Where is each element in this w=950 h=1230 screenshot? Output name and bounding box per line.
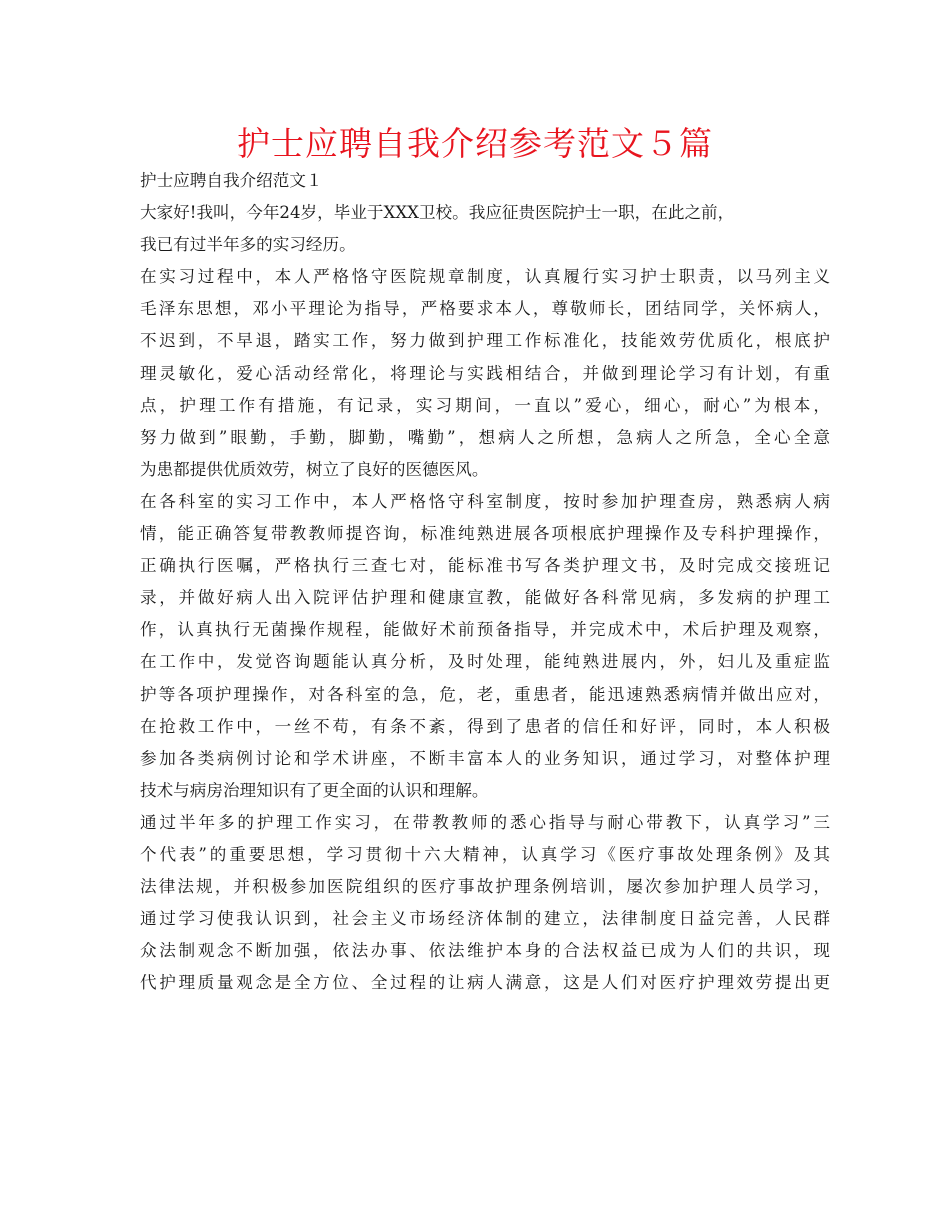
text-line: 在工作中，发觉咨询题能认真分析，及时处理，能纯熟进展内，外，妇儿及重症监 <box>140 652 830 672</box>
text-line: 参加各类病例讨论和学术讲座，不断丰富本人的业务知识，通过学习，对整体护理 <box>140 748 830 768</box>
text-line: 众法制观念不断加强，依法办事、依法维护本身的合法权益已成为人们的共识，现 <box>140 941 830 961</box>
text-line: 法律法规，并积极参加医院组织的医疗事故护理条例培训，屡次参加护理人员学习， <box>140 877 830 897</box>
text-line: 护士应聘自我介绍范文１ <box>140 171 323 190</box>
text-line: 努力做到”眼勤，手勤，脚勤，嘴勤”，想病人之所想，急病人之所急，全心全意 <box>140 427 830 447</box>
text-line: 为患都提供优质效劳，树立了良好的医德医风。 <box>140 459 489 479</box>
text-line: 在抢救工作中，一丝不苟，有条不紊，得到了患者的信任和好评，同时，本人积极 <box>140 716 830 736</box>
document-title: 护士应聘自我介绍参考范文５篇 <box>237 124 713 163</box>
text-line: 正确执行医嘱，严格执行三查七对，能标准书写各类护理文书，及时完成交接班记 <box>140 556 830 576</box>
text-line: 毛泽东思想，邓小平理论为指导，严格要求本人，尊敬师长，团结同学，关怀病人， <box>140 299 830 319</box>
text-line: 我已有过半年多的实习经历。 <box>140 235 356 255</box>
text-line: 作，认真执行无菌操作规程，能做好术前预备指导，并完成术中，术后护理及观察， <box>140 620 830 640</box>
text-line: 个代表”的重要思想，学习贯彻十六大精神，认真学习《医疗事故处理条例》及其 <box>140 844 830 864</box>
document-body <box>140 165 830 999</box>
text-line: 通过学习使我认识到，社会主义市场经济体制的建立，法律制度日益完善，人民群 <box>140 909 830 929</box>
text-line: 护等各项护理操作，对各科室的急，危，老，重患者，能迅速熟悉病情并做出应对， <box>140 684 830 704</box>
text-line: 录，并做好病人出入院评估护理和健康宣教，能做好各科常见病，多发病的护理工 <box>140 588 830 608</box>
text-line: 不迟到，不早退，踏实工作，努力做到护理工作标准化，技能效劳优质化，根底护 <box>140 331 830 351</box>
text-line: 理灵敏化，爱心活动经常化，将理论与实践相结合，并做到理论学习有计划，有重 <box>140 363 830 383</box>
text-line: 在实习过程中，本人严格恪守医院规章制度，认真履行实习护士职责，以马列主义 <box>140 267 830 287</box>
text-line: 代护理质量观念是全方位、全过程的让病人满意，这是人们对医疗护理效劳提出更 <box>140 973 830 993</box>
text-line: 技术与病房治理知识有了更全面的认识和理解。 <box>140 780 489 800</box>
text-line: 情，能正确答复带教教师提咨询，标准纯熟进展各项根底护理操作及专科护理操作， <box>140 524 830 544</box>
text-line: 通过半年多的护理工作实习，在带教教师的悉心指导与耐心带教下，认真学习”三 <box>140 812 830 832</box>
text-line: 点，护理工作有措施，有记录，实习期间，一直以”爱心，细心，耐心”为根本， <box>140 395 830 415</box>
text-line: 在各科室的实习工作中，本人严格恪守科室制度，按时参加护理查房，熟悉病人病 <box>140 491 830 511</box>
text-line: 大家好!我叫，今年24岁，毕业于XXX卫校。我应征贵医院护士一职，在此之前， <box>140 203 735 223</box>
